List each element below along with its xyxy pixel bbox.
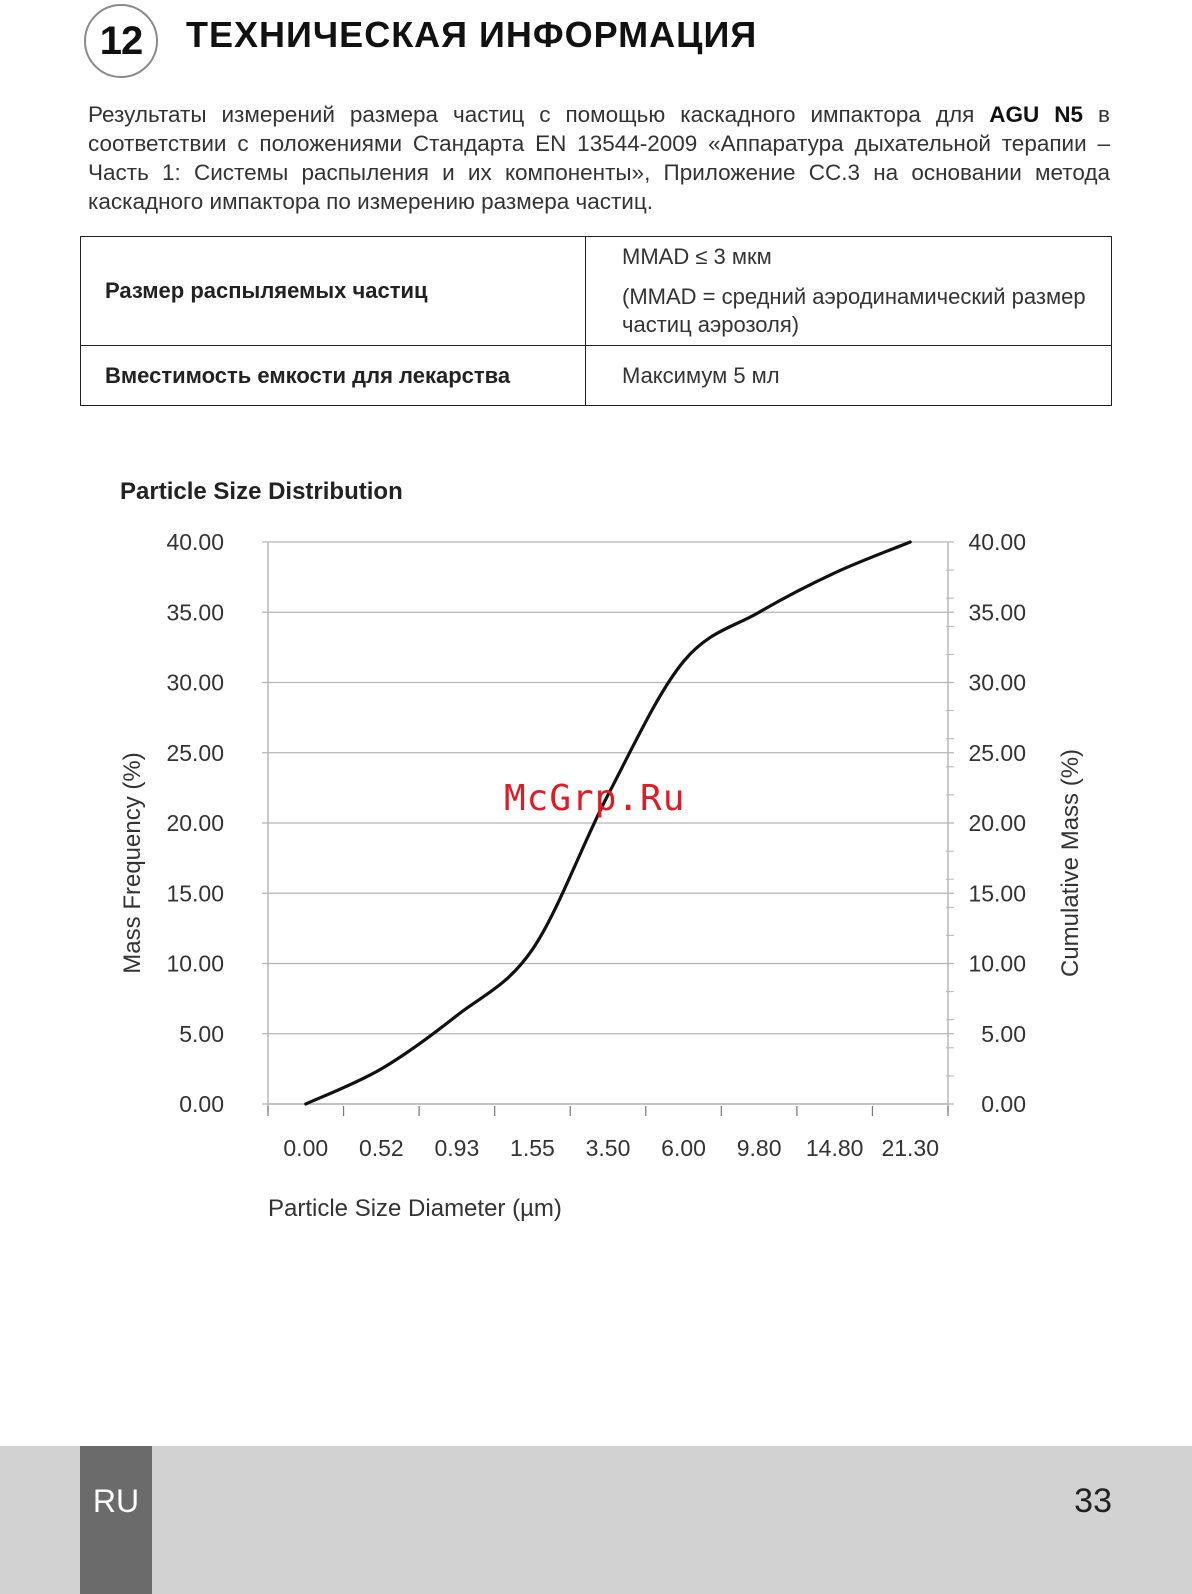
x-tick-label: 9.80 [736, 1135, 782, 1161]
y2-tick-label: 20.00 [968, 810, 1026, 836]
y-tick-label: 10.00 [166, 950, 224, 977]
spec-label: Размер распыляемых частиц [81, 237, 586, 346]
intro-paragraph [88, 100, 1110, 216]
spec-value-line: MMAD ≤ 3 мкм [622, 244, 772, 269]
x-tick-label: 0.00 [283, 1135, 329, 1161]
y2-tick-label: 0.00 [981, 1091, 1026, 1117]
section-title: ТЕХНИЧЕСКАЯ ИНФОРМАЦИЯ [186, 14, 758, 55]
y-tick-label: 25.00 [166, 739, 224, 766]
y-tick-label: 30.00 [166, 669, 224, 696]
y2-tick-label: 10.00 [968, 950, 1026, 977]
intro-text-before: Результаты измерений размера частиц с помощью каскадного импактора для [88, 102, 990, 127]
particle-size-chart [0, 520, 1192, 1240]
y2-tick-label: 5.00 [981, 1020, 1026, 1047]
y2-tick-label: 40.00 [968, 529, 1026, 555]
x-tick-label: 0.93 [434, 1135, 480, 1161]
spec-row-container-capacity [81, 346, 1112, 406]
x-tick-label: 21.30 [881, 1135, 940, 1161]
y2-tick-label: 35.00 [968, 599, 1026, 626]
y-tick-label: 35.00 [166, 599, 224, 626]
language-tab: RU [80, 1446, 152, 1594]
spec-row-particle-size [81, 237, 1112, 346]
watermark: McGrp.Ru [504, 778, 686, 819]
x-tick-label: 0.52 [358, 1135, 404, 1161]
y2-axis-title: Cumulative Mass (%) [1057, 748, 1084, 978]
spec-table [80, 236, 1112, 406]
y-axis-title: Mass Frequency (%) [119, 752, 146, 974]
y2-tick-label: 25.00 [968, 739, 1026, 766]
section-number: 12 [99, 18, 143, 63]
chart-title: Particle Size Distribution [120, 478, 403, 505]
spec-value [586, 237, 1112, 346]
y-tick-label: 0.00 [179, 1091, 224, 1117]
spec-value-line: Максимум 5 мл [622, 362, 780, 388]
x-tick-label: 14.80 [805, 1135, 864, 1161]
y2-tick-label: 15.00 [968, 880, 1026, 907]
x-tick-label: 6.00 [661, 1135, 706, 1161]
x-tick-label: 1.55 [510, 1135, 555, 1161]
y-tick-label: 5.00 [179, 1020, 224, 1047]
x-axis-title: Particle Size Diameter (µm) [268, 1195, 562, 1222]
intro-product-name: AGU N5 [989, 102, 1084, 127]
footer [0, 1446, 1192, 1594]
y-tick-label: 15.00 [166, 880, 224, 907]
x-tick-label: 3.50 [585, 1135, 631, 1161]
spec-value-line: (MMAD = средний аэродинамический размер частиц аэрозоля) [622, 284, 1086, 337]
spec-value [586, 346, 1112, 406]
page-number: 33 [1074, 1482, 1112, 1520]
y-tick-label: 20.00 [166, 810, 224, 836]
y-tick-label: 40.00 [166, 529, 224, 555]
intro-text-after: в соответствии с положениями Стандарта EN 13544-2009 «Аппаратура дыхательной терапии – Часть 1: Системы распыления и их компоненты», Приложение CC.3 на основании метода каскадного импактора по измерению размера частиц. [88, 102, 1110, 214]
section-number-badge [84, 4, 158, 78]
y2-tick-label: 30.00 [968, 669, 1026, 696]
spec-label: Вместимость емкости для лекарства [81, 346, 586, 406]
